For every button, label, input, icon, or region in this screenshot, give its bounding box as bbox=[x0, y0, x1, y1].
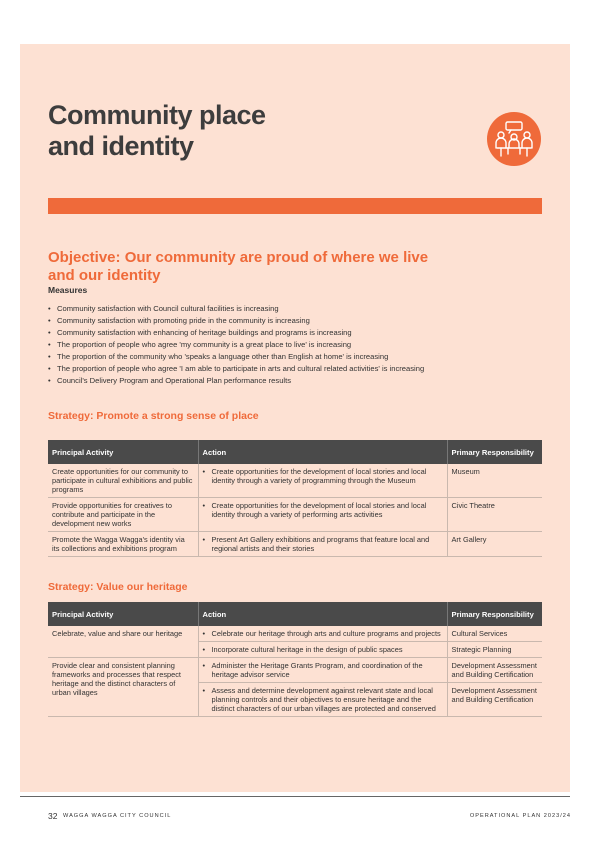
footer-plan-name: OPERATIONAL PLAN 2023/24 bbox=[469, 813, 571, 819]
measures-list bbox=[48, 303, 548, 387]
strategy-table-2 bbox=[48, 602, 542, 717]
title-line-1: Community place bbox=[48, 100, 266, 130]
table-row bbox=[48, 498, 542, 532]
responsibility-cell: Museum bbox=[447, 464, 542, 498]
strategy-table-1 bbox=[48, 440, 542, 557]
action-cell: • Present Art Gallery exhibitions and programs that feature local and regional artists and their stories bbox=[198, 532, 447, 557]
table-row bbox=[48, 532, 542, 557]
list-item: • The proportion of the community who 'speaks a language other than English at home' is increasing bbox=[48, 352, 389, 361]
action-cell: • Create opportunities for the development of local stories and local identity through a variety of performing arts activities bbox=[198, 498, 447, 532]
list-item: • Community satisfaction with Council cultural facilities is increasing bbox=[48, 304, 279, 313]
table-row bbox=[48, 464, 542, 498]
objective-heading: Objective: Our community are proud of where we live and our identity bbox=[48, 249, 429, 284]
table-row bbox=[48, 626, 542, 642]
list-item: • Community satisfaction with enhancing of heritage buildings and programs is increasing bbox=[48, 328, 352, 337]
header-principal-activity: Principal Activity bbox=[48, 602, 198, 626]
table-header-row bbox=[48, 440, 542, 464]
action-cell: • Incorporate cultural heritage in the design of public spaces bbox=[198, 642, 447, 658]
page-number: 32 bbox=[48, 811, 58, 821]
list-item: • Council's Delivery Program and Operational Plan performance results bbox=[48, 376, 292, 385]
header-action: Action bbox=[198, 440, 447, 464]
responsibility-cell: Art Gallery bbox=[447, 532, 542, 557]
activity-cell: Celebrate, value and share our heritage bbox=[48, 626, 198, 658]
header-primary-responsibility: Primary Responsibility bbox=[447, 440, 542, 464]
action-cell: • Administer the Heritage Grants Program, and coordination of the heritage advisor service bbox=[198, 658, 447, 683]
header-principal-activity: Principal Activity bbox=[48, 440, 198, 464]
strategy-heading-1: Strategy: Promote a strong sense of place bbox=[48, 410, 259, 422]
list-item: • The proportion of people who agree 'my community is a great place to live' is increasing bbox=[48, 340, 352, 349]
footer-council-name: WAGGA WAGGA CITY COUNCIL bbox=[63, 813, 172, 819]
activity-cell: Create opportunities for our community to participate in cultural exhibitions and public programs bbox=[48, 464, 198, 498]
activity-cell: Provide clear and consistent planning frameworks and processes that respect heritage and the distinct characters of urban villages bbox=[48, 658, 198, 717]
responsibility-cell: Civic Theatre bbox=[447, 498, 542, 532]
responsibility-cell: Development Assessment and Building Certification bbox=[447, 658, 542, 683]
strategy-heading-2: Strategy: Value our heritage bbox=[48, 581, 188, 593]
action-cell: • Celebrate our heritage through arts and culture programs and projects bbox=[198, 626, 447, 642]
page-title bbox=[48, 100, 368, 162]
footer-divider bbox=[20, 796, 570, 797]
header-primary-responsibility: Primary Responsibility bbox=[447, 602, 542, 626]
action-cell: • Create opportunities for the development of local stories and local identity through a variety of programming through the Museum bbox=[198, 464, 447, 498]
action-cell: • Assess and determine development against relevant state and local planning controls and their objectives to ensure heritage and the distinct characters of our urban villages are protected and conserved bbox=[198, 683, 447, 717]
responsibility-cell: Development Assessment and Building Certification bbox=[447, 683, 542, 717]
table-header-row bbox=[48, 602, 542, 626]
list-item: • The proportion of people who agree 'I am able to participate in arts and cultural related activities' is increasing bbox=[48, 364, 425, 373]
responsibility-cell: Strategic Planning bbox=[447, 642, 542, 658]
title-line-2: and identity bbox=[48, 131, 194, 161]
header-action: Action bbox=[198, 602, 447, 626]
accent-bar bbox=[48, 198, 542, 214]
measures-heading: Measures bbox=[48, 285, 88, 295]
community-meeting-icon bbox=[487, 112, 541, 166]
list-item: • Community satisfaction with promoting pride in the community is increasing bbox=[48, 316, 310, 325]
activity-cell: Provide opportunities for creatives to contribute and participate in the development new works bbox=[48, 498, 198, 532]
activity-cell: Promote the Wagga Wagga's identity via its collections and exhibitions program bbox=[48, 532, 198, 557]
responsibility-cell: Cultural Services bbox=[447, 626, 542, 642]
table-row bbox=[48, 658, 542, 683]
